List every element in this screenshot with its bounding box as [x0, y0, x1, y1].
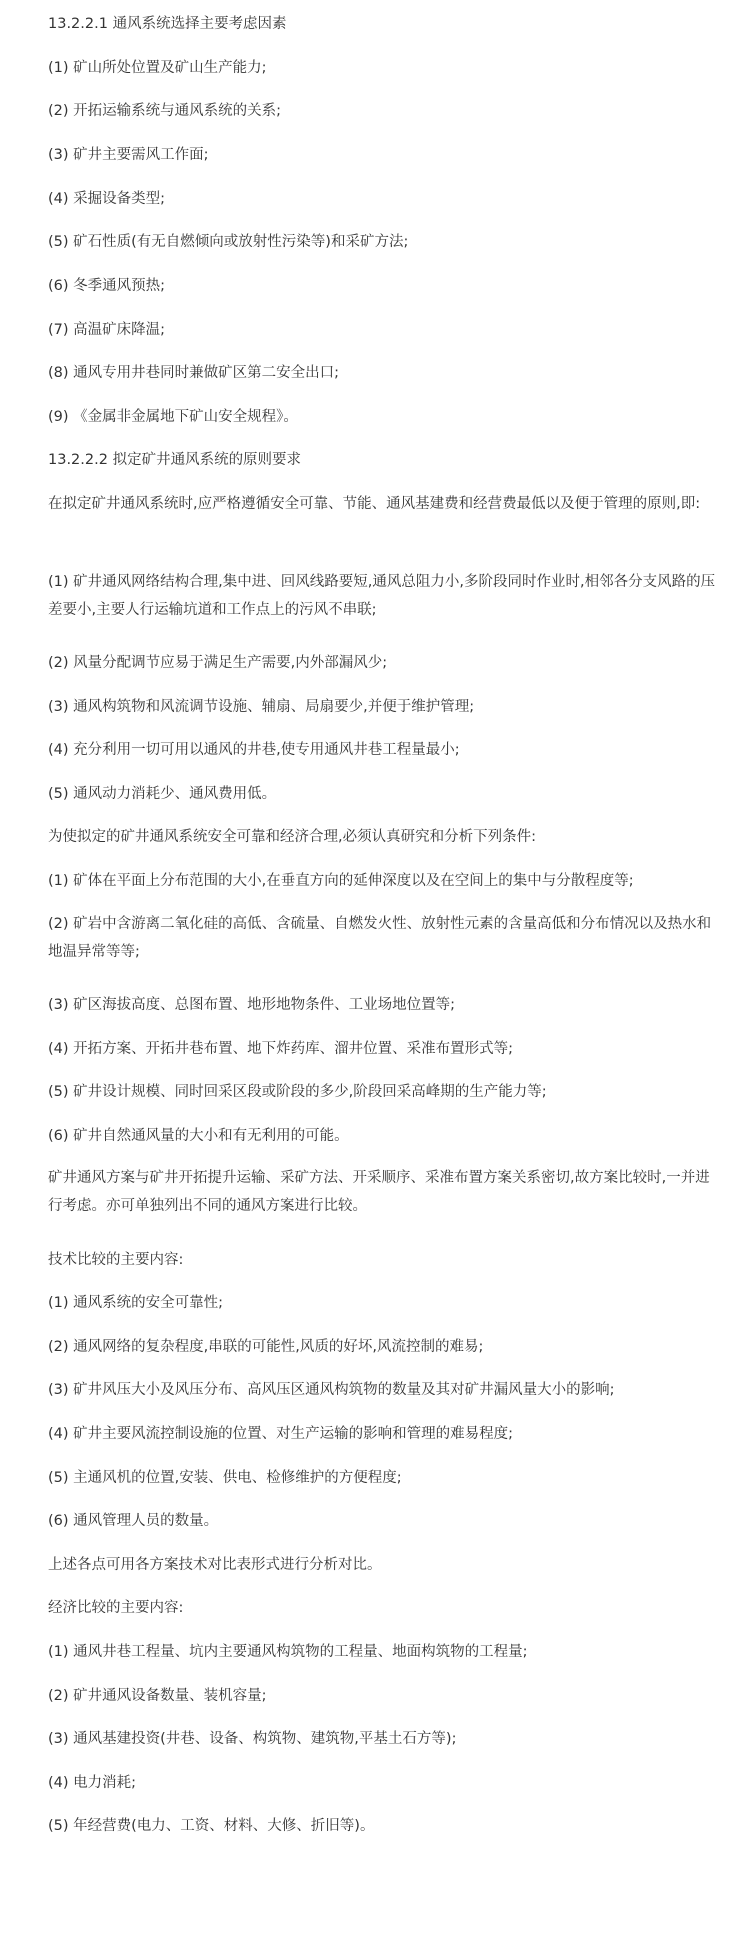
list-item: (1) 矿体在平面上分布范围的大小,在垂直方向的延伸深度以及在空间上的集中与分散程度等; — [48, 873, 634, 889]
list-item: (3) 矿井风压大小及风压分布、高风压区通风构筑物的数量及其对矿井漏风量大小的影响; — [48, 1382, 615, 1398]
paragraph: 矿井通风方案与矿井开拓提升运输、采矿方法、开采顺序、采准布置方案关系密切,故方案比较时,一并进行考虑。亦可单独列出不同的通风方案进行比较。 — [48, 1170, 710, 1214]
list-item: (1) 矿井通风网络结构合理,集中进、回风线路要短,通风总阻力小,多阶段同时作业时,相邻各分支风路的压差要小,主要人行运输坑道和工作点上的污风不串联; — [48, 574, 716, 618]
paragraph: 为使拟定的矿井通风系统安全可靠和经济合理,必须认真研究和分析下列条件: — [48, 829, 536, 845]
paragraph: 上述各点可用各方案技术对比表形式进行分析对比。 — [48, 1557, 382, 1573]
list-item: (9) 《金属非金属地下矿山安全规程》。 — [48, 409, 298, 425]
list-item: (5) 主通风机的位置,安装、供电、检修维护的方便程度; — [48, 1470, 402, 1486]
section-heading-13-2-2-1: 13.2.2.1 通风系统选择主要考虑因素 — [48, 16, 287, 32]
list-item: (1) 通风系统的安全可靠性; — [48, 1295, 224, 1311]
list-item: (2) 矿岩中含游离二氧化硅的高低、含硫量、自燃发火性、放射性元素的含量高低和分布情况以及热水和地温异常等等; — [48, 916, 712, 960]
list-item: (3) 通风构筑物和风流调节设施、辅扇、局扇要少,并便于维护管理; — [48, 699, 475, 715]
list-item: (2) 风量分配调节应易于满足生产需要,内外部漏风少; — [48, 655, 388, 671]
list-item: (6) 通风管理人员的数量。 — [48, 1513, 219, 1529]
list-item: (4) 矿井主要风流控制设施的位置、对生产运输的影响和管理的难易程度; — [48, 1426, 514, 1442]
paragraph: 技术比较的主要内容: — [48, 1252, 184, 1268]
list-item: (1) 通风井巷工程量、坑内主要通风构筑物的工程量、地面构筑物的工程量; — [48, 1644, 528, 1660]
list-item: (1) 矿山所处位置及矿山生产能力; — [48, 60, 267, 76]
list-item: (4) 开拓方案、开拓井巷布置、地下炸药库、溜井位置、采准布置形式等; — [48, 1041, 514, 1057]
list-item: (4) 充分利用一切可用以通风的井巷,使专用通风井巷工程量最小; — [48, 742, 460, 758]
list-item: (3) 矿区海拔高度、总图布置、地形地物条件、工业场地位置等; — [48, 997, 456, 1013]
list-item: (5) 矿石性质(有无自燃倾向或放射性污染等)和采矿方法; — [48, 234, 409, 250]
list-item: (7) 高温矿床降温; — [48, 322, 166, 338]
list-item: (2) 开拓运输系统与通风系统的关系; — [48, 103, 282, 119]
list-item: (2) 矿井通风设备数量、装机容量; — [48, 1688, 267, 1704]
paragraph: 经济比较的主要内容: — [48, 1600, 184, 1616]
list-item: (5) 通风动力消耗少、通风费用低。 — [48, 786, 277, 802]
list-item: (6) 矿井自然通风量的大小和有无利用的可能。 — [48, 1128, 349, 1144]
list-item: (6) 冬季通风预热; — [48, 278, 166, 294]
section-heading-13-2-2-2: 13.2.2.2 拟定矿井通风系统的原则要求 — [48, 452, 302, 468]
paragraph: 在拟定矿井通风系统时,应严格遵循安全可靠、节能、通风基建费和经营费最低以及便于管理的原则,即: — [48, 496, 701, 512]
list-item: (5) 矿井设计规模、同时回采区段或阶段的多少,阶段回采高峰期的生产能力等; — [48, 1084, 547, 1100]
list-item: (8) 通风专用井巷同时兼做矿区第二安全出口; — [48, 365, 340, 381]
list-item: (5) 年经营费(电力、工资、材料、大修、折旧等)。 — [48, 1818, 375, 1834]
list-item: (4) 采掘设备类型; — [48, 191, 166, 207]
list-item: (2) 通风网络的复杂程度,串联的可能性,风质的好坏,风流控制的难易; — [48, 1339, 484, 1355]
list-item: (3) 通风基建投资(井巷、设备、构筑物、建筑物,平基土石方等); — [48, 1731, 457, 1747]
list-item: (3) 矿井主要需风工作面; — [48, 147, 209, 163]
list-item: (4) 电力消耗; — [48, 1775, 137, 1791]
